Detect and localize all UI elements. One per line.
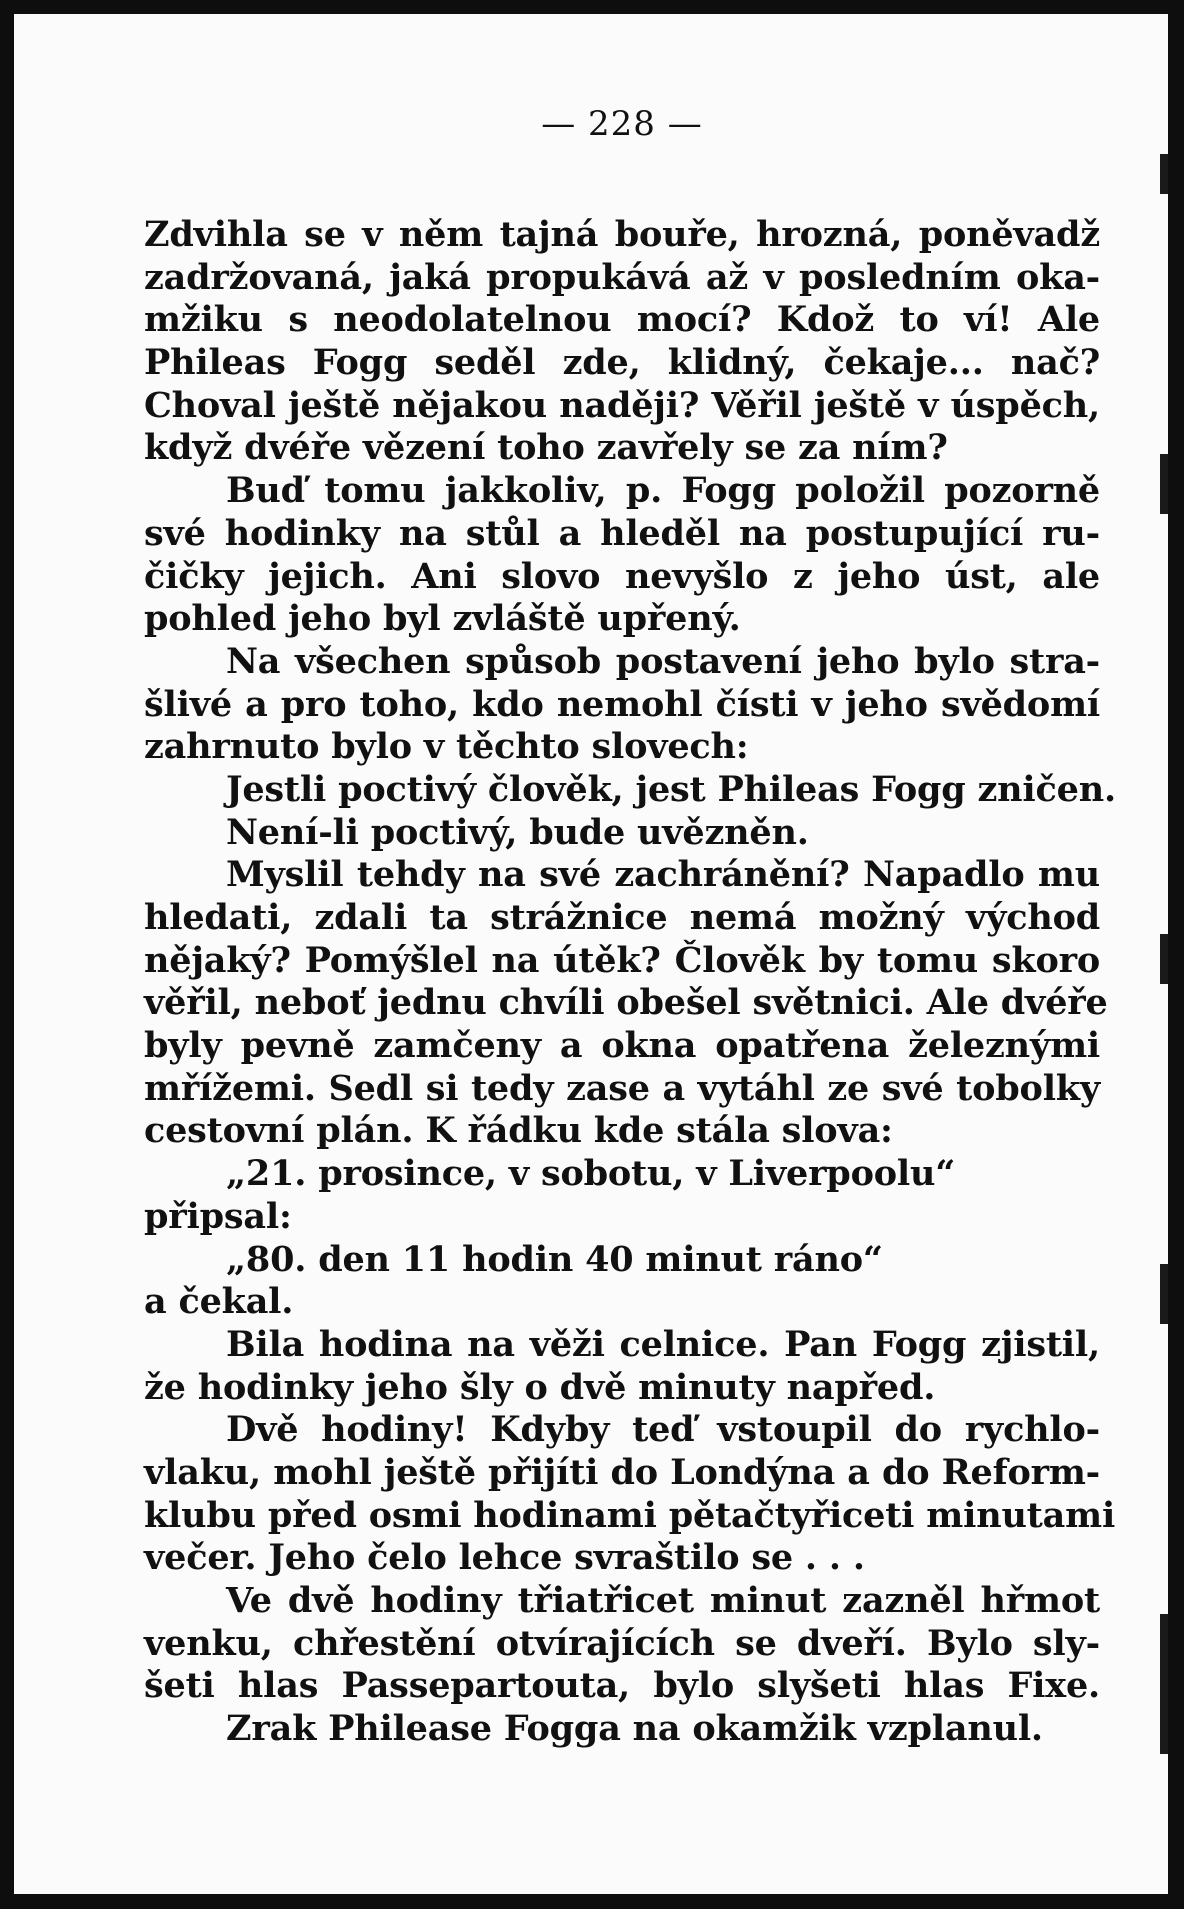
text-line: že hodinky jeho šly o dvě minuty napřed.	[144, 1366, 936, 1408]
text-line: Zrak Philease Fogga na okamžik vzplanul.	[226, 1708, 1043, 1750]
text-line: Bila hodina na věži celnice. Pan Fogg zjistil,	[226, 1323, 1100, 1365]
page-number: — 228 —	[541, 104, 703, 144]
text-line: Jestli poctivý člověk, jest Phileas Fogg zničen.	[226, 768, 1116, 810]
text-line: Není-li poctivý, bude uvězněn.	[226, 811, 809, 853]
text-line: pohled jeho byl zvláště upřený.	[144, 598, 741, 640]
text-line: hledati, zdali ta strážnice nemá možný východ	[144, 897, 1100, 938]
binding-edge-mark	[1160, 1264, 1168, 1324]
text-line: Phileas Fogg seděl zde, klidný, čekaje... nač?	[144, 342, 1100, 384]
text-line: „80. den 11 hodin 40 minut ráno“	[226, 1238, 883, 1280]
page-content	[144, 104, 1116, 1751]
text-line: Na všechen spůsob postavení jeho bylo stra-	[226, 640, 1100, 682]
text-line: šeti hlas Passepartouta, bylo slyšeti hlas Fixe.	[144, 1665, 1100, 1707]
text-line: mžiku s neodolatelnou mocí? Kdož to ví! Ale	[144, 299, 1100, 341]
text-line: venku, chřestění otvírajících se dveří. Bylo sly-	[144, 1622, 1100, 1664]
text-line: byly pevně zamčeny a okna opatřena železnými	[144, 1025, 1100, 1067]
text-line: vlaku, mohl ještě přijíti do Londýna a do Reform-	[144, 1451, 1100, 1493]
text-line: cestovní plán. K řádku kde stála slova:	[144, 1110, 893, 1152]
binding-edge-mark	[1160, 454, 1168, 514]
text-line: Ve dvě hodiny třiatřicet minut zazněl hřmot	[226, 1580, 1100, 1621]
text-line: Myslil tehdy na své zachránění? Napadlo mu	[226, 854, 1100, 896]
text-line: když dvéře vězení toho zavřely se za ním?	[144, 427, 948, 469]
text-line: Buď tomu jakkoliv, p. Fogg položil pozorně	[226, 470, 1100, 512]
binding-edge-mark	[1160, 934, 1168, 984]
text-line: nějaký? Pomýšlel na útěk? Člověk by tomu skoro	[144, 939, 1100, 981]
text-line: „21. prosince, v sobotu, v Liverpoolu“	[226, 1153, 956, 1195]
text-line: večer. Jeho čelo lehce svraštilo se . . .	[144, 1537, 865, 1579]
text-line: zadržovaná, jaká propukává až v posledním oka-	[144, 256, 1100, 298]
book-page	[14, 14, 1168, 1894]
text-line: připsal:	[144, 1195, 292, 1237]
text-line: a čekal.	[144, 1281, 294, 1323]
text-line: zahrnuto bylo v těchto slovech:	[144, 726, 749, 768]
text-line: klubu před osmi hodinami pětačtyřiceti minutami	[144, 1494, 1116, 1536]
binding-edge-mark	[1160, 1614, 1168, 1754]
text-line: čičky jejich. Ani slovo nevyšlo z jeho úst, ale	[144, 555, 1100, 597]
text-line: šlivé a pro toho, kdo nemohl čísti v jeho svědomí	[144, 683, 1100, 725]
text-line: Dvě hodiny! Kdyby teď vstoupil do rychlo-	[226, 1409, 1100, 1451]
text-line: své hodinky na stůl a hleděl na postupující ru-	[144, 512, 1100, 554]
text-body	[144, 214, 1116, 1751]
text-line: Zdvihla se v něm tajná bouře, hrozná, poněvadž	[144, 214, 1100, 255]
text-line: věřil, neboť jednu chvíli obešel světnici. Ale dvéře	[144, 982, 1108, 1024]
text-line: mřížemi. Sedl si tedy zase a vytáhl ze své tobolky	[144, 1067, 1100, 1109]
binding-edge-mark	[1160, 154, 1168, 194]
text-line: Choval ještě nějakou naději? Věřil ještě v úspěch,	[144, 384, 1100, 426]
